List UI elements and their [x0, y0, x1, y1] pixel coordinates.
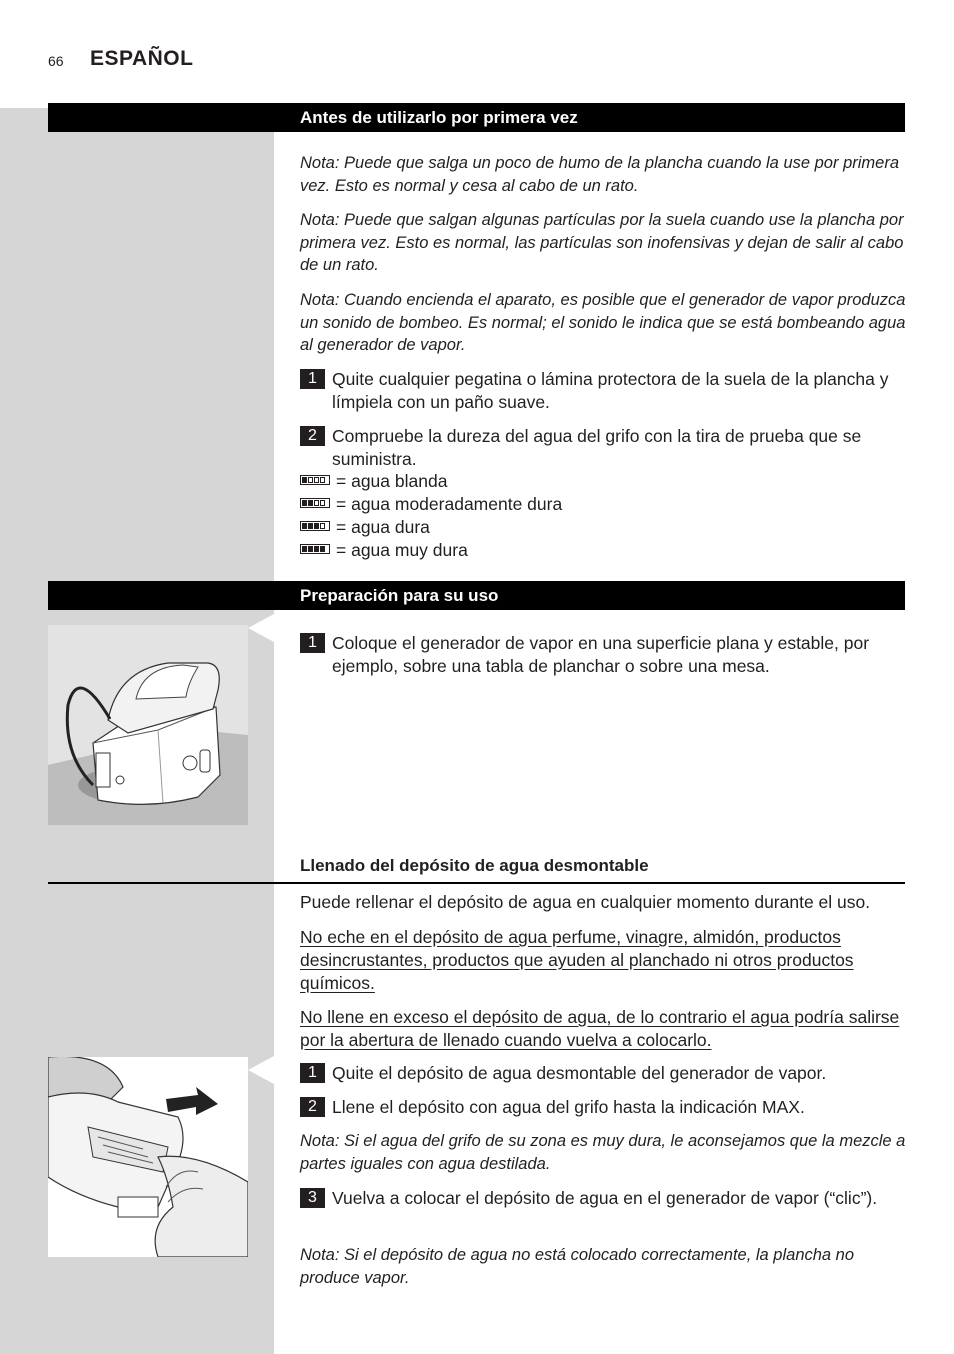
step-number: 2: [300, 426, 325, 446]
subsection-title: Llenado del depósito de agua desmontable: [300, 856, 649, 875]
step-text: Vuelva a colocar el depósito de agua en el generador de vapor (“clic”).: [332, 1188, 878, 1208]
step-number: 1: [300, 633, 325, 653]
step-number: 2: [300, 1097, 325, 1117]
section-header-first-use: [48, 103, 905, 132]
hardness-label: = agua dura: [336, 517, 430, 537]
language-heading: ESPAÑOL: [90, 47, 194, 70]
step-text: Quite el depósito de agua desmontable del generador de vapor.: [332, 1063, 827, 1083]
hardness-row-soft: [300, 470, 447, 493]
step-3-reinsert-tank: [300, 1187, 906, 1210]
step-2-check-hardness: [300, 425, 906, 471]
hardness-row-moderate: [300, 493, 562, 516]
step-text: Llene el depósito con agua del grifo hasta la indicación MAX.: [332, 1097, 805, 1117]
section-title: Preparación para su uso: [300, 586, 499, 605]
steam-generator-illustration: [48, 625, 248, 825]
hardness-row-hard: [300, 516, 430, 539]
note-distilled-water: Nota: Si el agua del grifo de su zona es muy dura, le aconsejamos que la mezcle a partes iguales con agua destilada.: [300, 1132, 906, 1173]
step-number: 3: [300, 1188, 325, 1208]
test-strip-icon: [300, 521, 330, 531]
step-number: 1: [300, 369, 325, 389]
step-2-fill-tank: [300, 1096, 906, 1119]
step-text: Quite cualquier pegatina o lámina protectora de la suela de la plancha y límpiela con un paño suave.: [332, 369, 889, 412]
section-title: Antes de utilizarlo por primera vez: [300, 108, 578, 127]
step-number: 1: [300, 1063, 325, 1083]
note-smoke: Nota: Puede que salga un poco de humo de la plancha cuando la use por primera vez. Esto es normal y cesa al cabo de un rato.: [300, 154, 899, 195]
water-tank-illustration: [48, 1057, 248, 1257]
warning-overfill: No llene en exceso el depósito de agua, de lo contrario el agua podría salirse por la abertura de llenado cuando vuelva a colocarlo.: [300, 1007, 900, 1050]
page-number: 66: [48, 53, 64, 69]
step-text: Compruebe la dureza del agua del grifo con la tira de prueba que se suministra.: [332, 426, 862, 469]
section-header-preparation: [48, 581, 905, 610]
test-strip-icon: [300, 475, 330, 485]
test-strip-icon: [300, 498, 330, 508]
callout-pointer: [248, 614, 274, 642]
intro-text: Puede rellenar el depósito de agua en cualquier momento durante el uso.: [300, 892, 871, 912]
test-strip-icon: [300, 544, 330, 554]
hardness-label: = agua moderadamente dura: [336, 494, 563, 514]
step-text: Coloque el generador de vapor en una superficie plana y estable, por ejemplo, sobre una tabla de planchar o sobre una mesa.: [332, 633, 870, 676]
note-particles: Nota: Puede que salgan algunas partículas por la suela cuando use la plancha por primera vez. Esto es normal, las partículas son inofensivas y dejan de salir al cabo de un rato.: [300, 211, 904, 274]
hardness-label: = agua blanda: [336, 471, 448, 491]
step-1-remove-tank: [300, 1062, 906, 1085]
hardness-row-very-hard: [300, 539, 468, 562]
warning-chemicals: No eche en el depósito de agua perfume, vinagre, almidón, productos desincrustantes, productos que ayuden al planchado ni otros productos químicos.: [300, 927, 854, 993]
note-pumping-sound: Nota: Cuando encienda el aparato, es posible que el generador de vapor produzca un sonido de bombeo. Es normal; el sonido le indica que se está bombeando agua al generador de vapor.: [300, 291, 906, 354]
hardness-label: = agua muy dura: [336, 540, 468, 560]
step-1-place-generator: [300, 632, 906, 678]
subsection-rule: [48, 882, 905, 884]
step-1-remove-sticker: [300, 368, 906, 414]
callout-pointer: [248, 1056, 274, 1084]
note-tank-placement: Nota: Si el depósito de agua no está colocado correctamente, la plancha no produce vapor.: [300, 1246, 855, 1287]
